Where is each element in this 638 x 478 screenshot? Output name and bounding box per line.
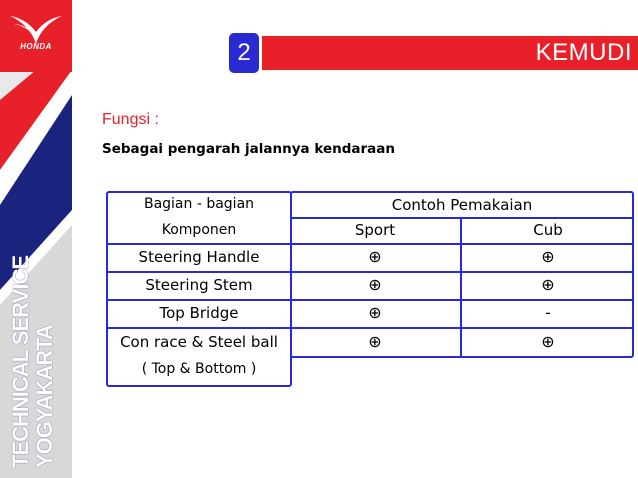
left-sidebar: [0, 0, 72, 478]
table-row-sport: ⊕: [368, 275, 382, 294]
header-left-line1: Bagian - bagian: [143, 196, 255, 212]
table-row-sport: ⊕: [368, 247, 382, 266]
sidebar-vertical-text: [0, 255, 72, 468]
table-rule: [106, 271, 634, 273]
table-row-part-line2: ( Top & Bottom ): [141, 361, 257, 377]
section-title: Fungsi :: [102, 111, 159, 128]
section-description: Sebagai pengarah jalannya kendaraan: [102, 141, 395, 157]
table-row-sport: ⊕: [368, 303, 382, 322]
header-group-label: Contoh Pemakaian: [391, 196, 533, 214]
table-row-cub: ⊕: [541, 332, 555, 351]
table-rule: [106, 299, 634, 301]
honda-wing-logo-icon: [6, 10, 66, 66]
table-row-cub: -: [545, 303, 551, 322]
header-bar: [262, 36, 638, 70]
chapter-number-badge: [226, 30, 262, 76]
table-row-part: Top Bridge: [159, 304, 239, 322]
header-left-line2: Komponen: [161, 222, 237, 238]
table-row-part: Steering Stem: [145, 276, 253, 294]
header-sport: Sport: [354, 221, 396, 239]
sidebar-line-1: TECHNICAL SERVICE: [8, 255, 33, 468]
header-cub: Cub: [533, 221, 563, 239]
sidebar-line-2: YOGYAKARTA: [32, 325, 57, 468]
table-row-cub: ⊕: [541, 247, 555, 266]
page-title: KEMUDI: [535, 39, 632, 66]
table-row-part: Steering Handle: [138, 248, 260, 266]
table-row-sport: ⊕: [368, 332, 382, 351]
brand-logo-text: HONDA: [20, 42, 52, 51]
table-rule: [290, 217, 634, 219]
table-row-cub: ⊕: [541, 275, 555, 294]
table-rule: [106, 243, 634, 245]
chapter-number: 2: [237, 39, 251, 66]
table-row-part: Con race & Steel ball: [120, 333, 278, 351]
table-rule: [106, 327, 634, 329]
usage-table: [106, 191, 634, 387]
